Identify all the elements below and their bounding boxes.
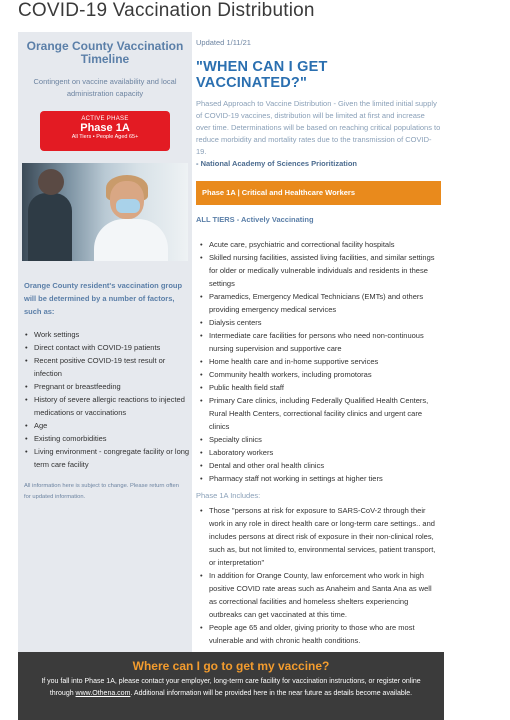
- footer-text: [30, 676, 432, 700]
- footer-text-before: If you fall into Phase 1A, please contact your employer, long-term care facility for vaccination instructions, or register online through: [41, 678, 421, 697]
- footer-banner: [18, 652, 444, 720]
- footer-heading: Where can I go to get my vaccine?: [132, 659, 330, 673]
- list-item: • Pregnant or breastfeeding: [34, 380, 192, 393]
- active-phase-detail: All Tiers • People Aged 65+: [71, 134, 139, 140]
- list-item: • Laboratory workers: [209, 446, 441, 459]
- list-item: • Age: [34, 419, 192, 432]
- active-phase-label: ACTIVE PHASE: [81, 116, 129, 122]
- list-item: • Work settings: [34, 328, 192, 341]
- intro-text: Phased Approach to Vaccine Distribution - Given the limited initial supply of COVID-19 vaccines, distribution will be limited at first and increase over time. Determinations will be based on reaching critical populations to reduce morbidity and mortality rates due to the transmission of COVID-19.: [196, 99, 441, 156]
- list-item: • Intermediate care facilities for persons who need non-continuous nursing supervision and supportive care: [209, 329, 441, 355]
- list-item: • Dialysis centers: [209, 316, 441, 329]
- list-item: • In addition for Orange County, law enforcement who work in high positive COVID rate areas such as Anaheim and Santa Ana as well as correctional facilities and homeless shelters experiencing outbreaks can get vaccinated at this time.: [209, 569, 441, 621]
- list-item: • Existing comorbidities: [34, 432, 192, 445]
- phase-1a-banner: Phase 1A | Critical and Healthcare Workers: [196, 181, 441, 205]
- list-item: • Living environment - congregate facility or long term care facility: [34, 445, 192, 471]
- active-phase-name: Phase 1A: [80, 122, 130, 134]
- all-tiers-heading: ALL TIERS - Actively Vaccinating: [196, 215, 314, 224]
- list-item: • People age 65 and older, giving priority to those who are most vulnerable and with chronic health conditions.: [209, 621, 441, 647]
- sidebar-subtitle: Contingent on vaccine availability and local administration capacity: [33, 77, 177, 98]
- list-item: • Primary Care clinics, including Federally Qualified Health Centers, Rural Health Centers, correctional facility clinics and urgent care clinics: [209, 394, 441, 433]
- factors-list: [18, 328, 192, 471]
- footer-text-after: . Additional information will be provided here in the near future as details become available.: [130, 690, 413, 697]
- list-item: • Dental and other oral health clinics: [209, 459, 441, 472]
- healthcare-worker-photo: [22, 163, 188, 261]
- list-item: • Paramedics, Emergency Medical Technicians (EMTs) and others providing emergency medical services: [209, 290, 441, 316]
- sidebar-title: Orange County Vaccination Timeline: [26, 39, 184, 66]
- list-item: • Acute care, psychiatric and correctional facility hospitals: [209, 238, 441, 251]
- list-item: • Home health care and in-home supportive services: [209, 355, 441, 368]
- list-item: • Pharmacy staff not working in settings at higher tiers: [209, 472, 441, 485]
- list-item: • Community health workers, including promotoras: [209, 368, 441, 381]
- factors-heading: Orange County resident's vaccination group will be determined by a number of factors, such as:: [24, 281, 183, 316]
- phase-includes-label: Phase 1A Includes:: [196, 491, 261, 500]
- othena-link[interactable]: www.Othena.com: [75, 690, 131, 697]
- list-item: • Specialty clinics: [209, 433, 441, 446]
- list-item: • Public health field staff: [209, 381, 441, 394]
- active-phase-badge: [40, 111, 170, 151]
- list-item: • Direct contact with COVID-19 patients: [34, 341, 192, 354]
- disclaimer-note: All information here is subject to change. Please return often for updated information.: [24, 483, 179, 500]
- sidebar: [18, 32, 192, 652]
- list-item: • Recent positive COVID-19 test result or infection: [34, 354, 192, 380]
- list-item: • History of severe allergic reactions to injected medications or vaccinations: [34, 393, 192, 419]
- intro-source: - National Academy of Sciences Prioritization: [196, 159, 358, 168]
- eligible-settings-list: [196, 238, 441, 485]
- main-content: [196, 32, 441, 652]
- list-item: • Skilled nursing facilities, assisted living facilities, and similar settings for older or medically vulnerable individuals and residents in these settings: [209, 251, 441, 290]
- page-title: COVID-19 Vaccination Distribution: [18, 0, 315, 21]
- headline: "WHEN CAN I GET VACCINATED?": [196, 59, 328, 91]
- phase-includes-list: [196, 504, 441, 647]
- updated-date: Updated 1/11/21: [196, 38, 251, 47]
- list-item: • Those "persons at risk for exposure to SARS-CoV-2 through their work in any role in direct health care or long-term care settings.. and includes persons at direct risk of exposure in their non-clinical roles, such as, but not limited to, environmental services, patient transport, or interpretation": [209, 504, 441, 569]
